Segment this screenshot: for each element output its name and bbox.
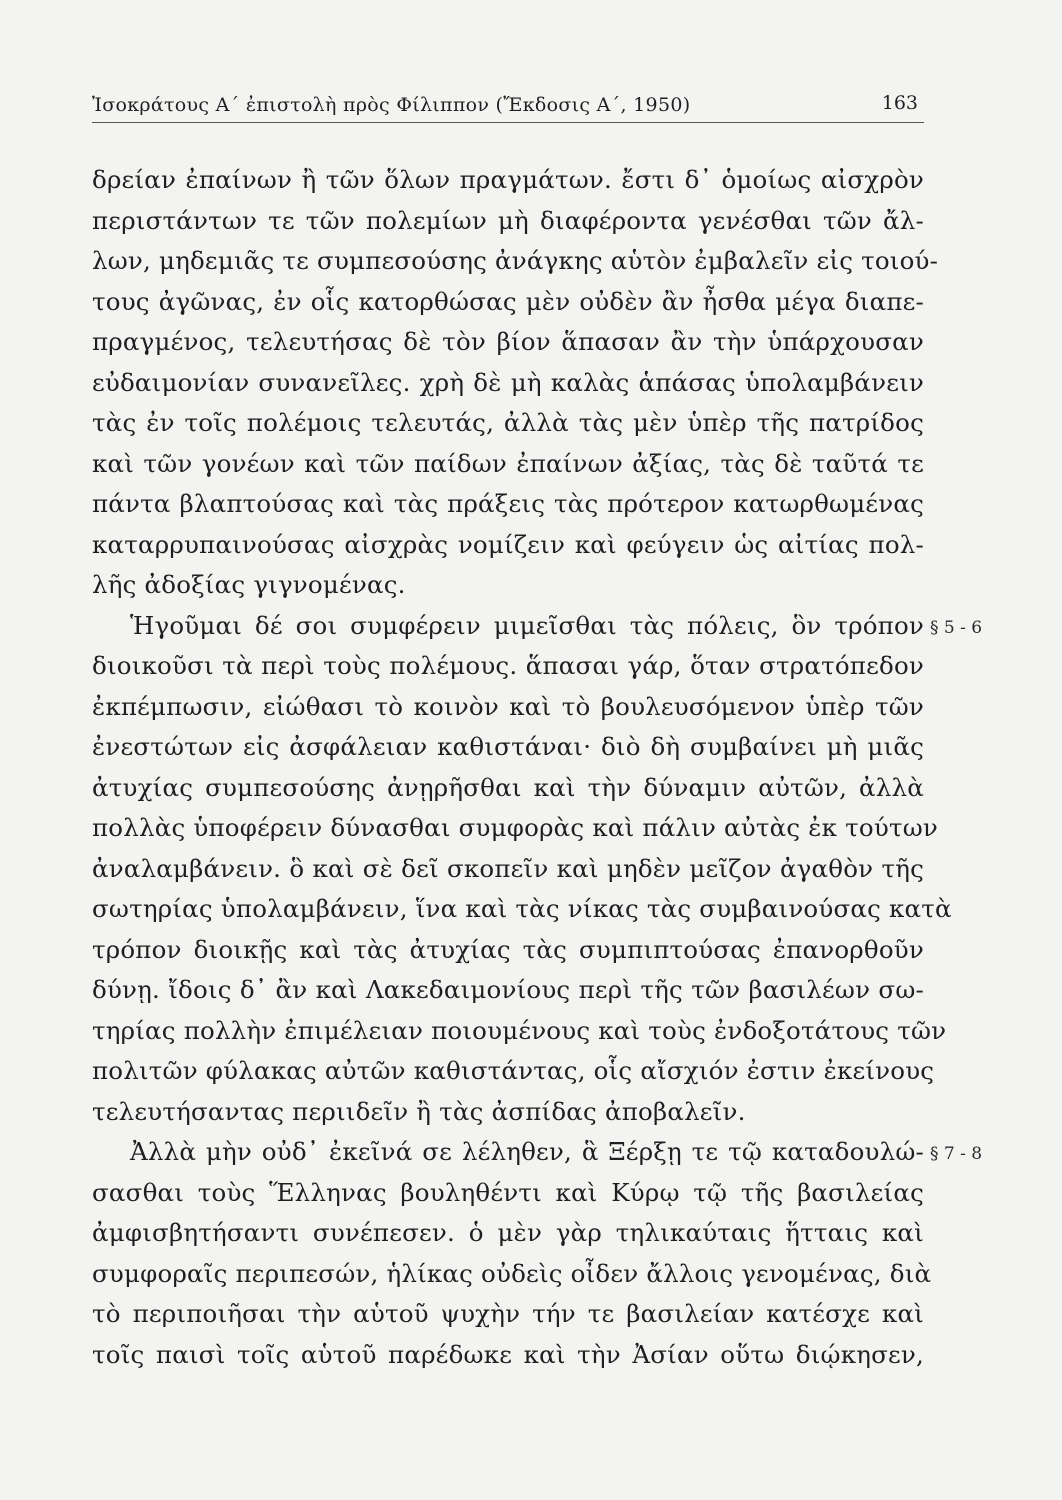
- paragraph-start-line: Ἀλλὰ μὴν οὐδ᾽ ἐκεῖνά σε λέληθεν, ἃ Ξέρξῃ τε τῷ καταδουλώ-: [130, 1137, 924, 1166]
- text-line: καταρρυπαινούσας αἰσχρὰς νομίζειν καὶ φεύγειν ὡς αἰτίας πολ-: [92, 529, 924, 559]
- text-line: σωτηρίας ὑπολαμβάνειν, ἵνα καὶ τὰς νίκας τὰς συμβαινούσας κατὰ: [92, 894, 952, 923]
- text-line: τους ἀγῶνας, ἐν οἷς κατορθώσας μὲν οὐδὲν ἂν ἦσθα μέγα διαπε-: [92, 286, 924, 316]
- text-line: συμφοραῖς περιπεσών, ἡλίκας οὐδεὶς οἶδεν ἄλλοις γενομένας, διὰ: [92, 1258, 932, 1288]
- text-line: τηρίας πολλὴν ἐπιμέλειαν ποιουμένους καὶ τοὺς ἐνδοξοτάτους τῶν: [92, 1015, 947, 1045]
- text-line: τελευτήσαντας περιιδεῖν ἢ τὰς ἀσπίδας ἀποβαλεῖν.: [92, 1096, 746, 1126]
- margin-section-note: § 5 - 6: [930, 618, 983, 638]
- text-line: δρείαν ἐπαίνων ἢ τῶν ὅλων πραγμάτων. ἔστι δ᾽ ὁμοίως αἰσχρὸν: [92, 165, 924, 194]
- text-line: τρόπον διοικῇς καὶ τὰς ἀτυχίας τὰς συμπιπτούσας ἐπανορθοῦν: [92, 934, 924, 964]
- text-line: ἀτυχίας συμπεσούσης ἀνῃρῆσθαι καὶ τὴν δύναμιν αὐτῶν, ἀλλὰ: [92, 772, 924, 802]
- text-line: ἀμφισβητήσαντι συνέπεσεν. ὁ μὲν γὰρ τηλικαύταις ἥτταις καὶ: [92, 1218, 924, 1247]
- text-line: ἀναλαμβάνειν. ὃ καὶ σὲ δεῖ σκοπεῖν καὶ μηδὲν μεῖζον ἀγαθὸν τῆς: [92, 853, 924, 883]
- text-line: δύνῃ. ἴδοις δ᾽ ἂν καὶ Λακεδαιμονίους περὶ τῆς τῶν βασιλέων σω-: [92, 975, 924, 1004]
- text-line: περιστάντων τε τῶν πολεμίων μὴ διαφέροντα γενέσθαι τῶν ἄλ-: [92, 205, 924, 235]
- text-line: τὰς ἐν τοῖς πολέμοις τελευτάς, ἀλλὰ τὰς μὲν ὑπὲρ τῆς πατρίδος: [92, 408, 924, 437]
- text-line: σασθαι τοὺς Ἕλληνας βουληθέντι καὶ Κύρῳ τῷ τῆς βασιλείας: [92, 1177, 924, 1207]
- margin-section-note: § 7 - 8: [930, 1144, 983, 1164]
- text-line: πάντα βλαπτούσας καὶ τὰς πράξεις τὰς πρότερον κατωρθωμένας: [92, 489, 924, 518]
- text-line: πολιτῶν φύλακας αὐτῶν καθιστάντας, οἷς αἴσχιόν ἐστιν ἐκείνους: [92, 1056, 935, 1085]
- text-line: ἐνεστώτων εἰς ἀσφάλειαν καθιστάναι· διὸ δὴ συμβαίνει μὴ μιᾶς: [92, 732, 924, 761]
- text-line: ἐκπέμπωσιν, εἰώθασι τὸ κοινὸν καὶ τὸ βουλευσόμενον ὑπὲρ τῶν: [92, 691, 924, 721]
- text-line: λῆς ἀδοξίας γιγνομένας.: [92, 570, 406, 599]
- text-line: λων, μηδεμιᾶς τε συμπεσούσης ἀνάγκης αὑτὸν ἐμβαλεῖν εἰς τοιού-: [92, 246, 939, 275]
- text-line: τὸ περιποιῆσαι τὴν αὑτοῦ ψυχὴν τήν τε βασιλείαν κατέσχε καὶ: [92, 1299, 924, 1328]
- text-line: πολλὰς ὑποφέρειν δύνασθαι συμφορὰς καὶ πάλιν αὐτὰς ἐκ τούτων: [92, 813, 938, 842]
- paragraph-start-line: Ἡγοῦμαι δέ σοι συμφέρειν μιμεῖσθαι τὰς πόλεις, ὃν τρόπον: [130, 610, 924, 640]
- running-title: Ἰσοκράτους Α´ ἐπιστολὴ πρὸς Φίλιππον (Ἔκδοσις Α´, 1950): [92, 94, 691, 116]
- running-header: [92, 92, 924, 123]
- text-line: πραγμένος, τελευτήσας δὲ τὸν βίον ἅπασαν ἂν τὴν ὑπάρχουσαν: [92, 327, 924, 356]
- text-line: καὶ τῶν γονέων καὶ τῶν παίδων ἐπαίνων ἀξίας, τὰς δὲ ταῦτά τε: [92, 448, 924, 478]
- text-line: εὐδαιμονίαν συνανεῖλες. χρὴ δὲ μὴ καλὰς ἁπάσας ὑπολαμβάνειν: [92, 367, 924, 397]
- text-line: διοικοῦσι τὰ περὶ τοὺς πολέμους. ἅπασαι γάρ, ὅταν στρατόπεδον: [92, 651, 924, 680]
- page-number: 163: [881, 92, 918, 114]
- text-line: τοῖς παισὶ τοῖς αὑτοῦ παρέδωκε καὶ τὴν Ἀσίαν οὕτω διῴκησεν,: [92, 1339, 924, 1369]
